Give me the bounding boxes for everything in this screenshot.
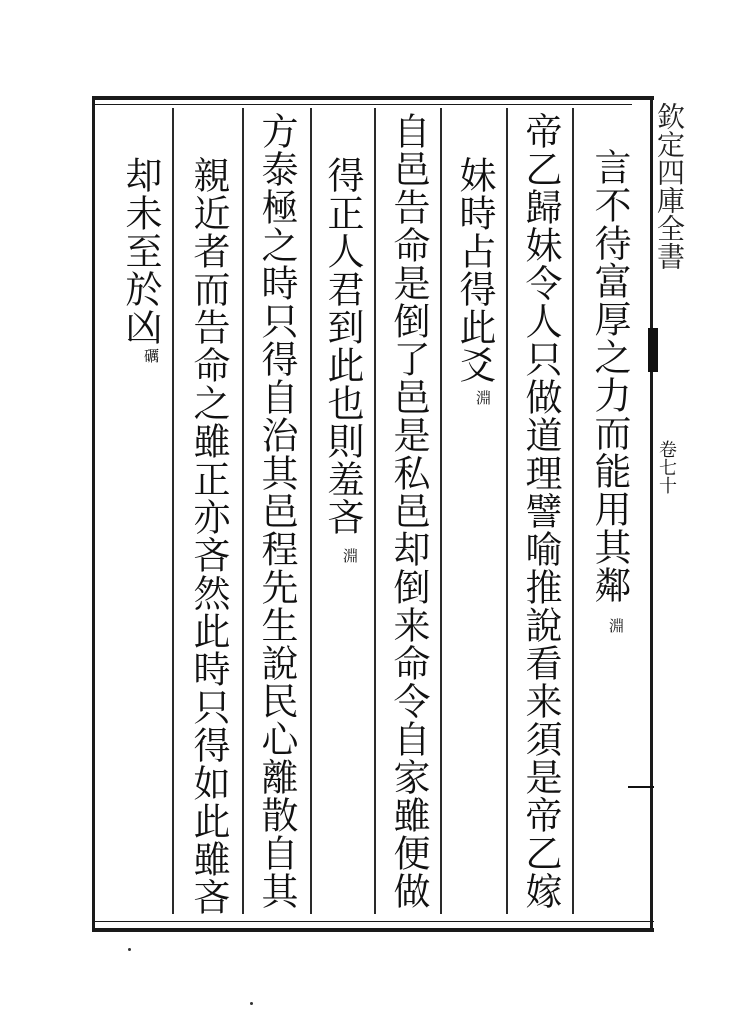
margin-tick [628, 786, 654, 788]
bottom-border [92, 928, 654, 932]
annotation-note-1: 淵 [607, 618, 625, 633]
bottom-inner-border [92, 921, 654, 922]
text-column-1: 言不待富厚之力而能用其鄰 [588, 148, 631, 604]
text-column-7: 親近者而告命之雖正亦吝然此時只得如此雖吝 [187, 156, 230, 916]
text-column-2: 帝乙歸妹令人只做道理譬喻推說看来須是帝乙嫁 [519, 112, 562, 910]
top-border [92, 96, 654, 100]
fish-tail-mark [648, 328, 658, 372]
paper-speck [128, 948, 131, 951]
column-divider [506, 108, 508, 914]
text-column-4: 自邑告命是倒了邑是私邑却倒来命令自家雖便做 [387, 112, 430, 910]
top-inner-border [92, 104, 632, 105]
column-divider [172, 108, 174, 914]
margin-volume-label: 卷七十 [656, 440, 677, 494]
text-column-3: 妹時占得此爻 [453, 156, 496, 384]
annotation-note-5: 淵 [341, 548, 359, 563]
text-column-5: 得正人君到此也則羞吝 [321, 156, 364, 536]
text-column-8: 却未至於凶 [119, 156, 162, 346]
column-divider [374, 108, 376, 914]
paper-speck [250, 1002, 253, 1005]
annotation-note-3: 淵 [474, 390, 492, 405]
margin-book-title: 欽定四庫全書 [653, 102, 686, 270]
annotation-note-8: 礪 [142, 348, 160, 363]
text-column-6: 方泰極之時只得自治其邑程先生說民心離散自其 [255, 112, 298, 910]
column-divider [572, 108, 574, 914]
column-divider [440, 108, 442, 914]
column-divider [310, 108, 312, 914]
left-border [92, 96, 95, 932]
column-divider [242, 108, 244, 914]
